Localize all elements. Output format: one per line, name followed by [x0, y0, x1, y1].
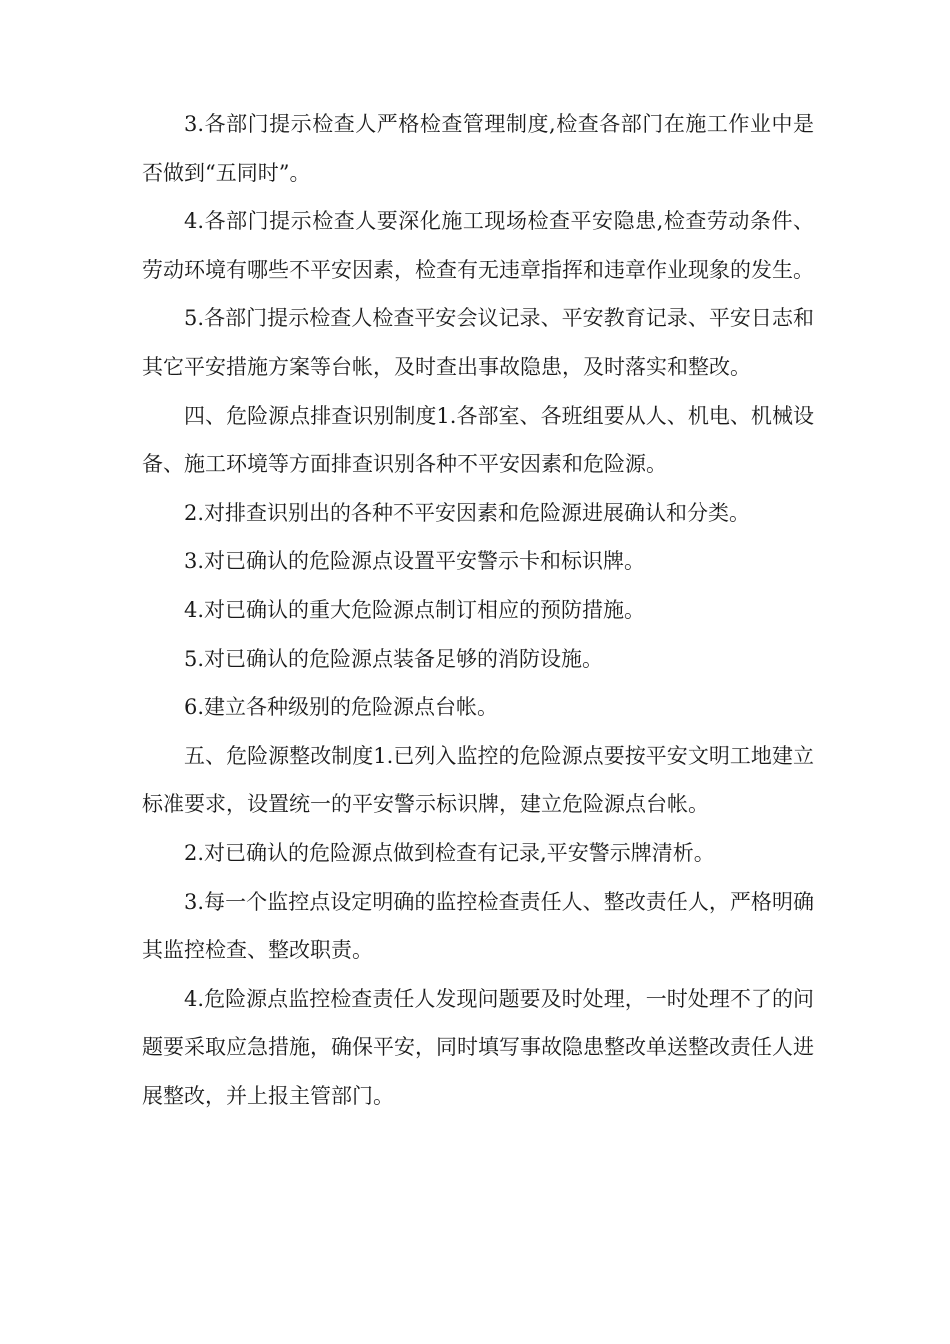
paragraph-6: 3.对已确认的危险源点设置平安警示卡和标识牌。 — [184, 549, 646, 574]
paragraph-11: 2.对已确认的危险源点做到检查有记录,平安警示牌清析。 — [184, 840, 715, 865]
paragraph-5: 2.对排查识别出的各种不平安因素和危险源进展确认和分类。 — [184, 500, 751, 525]
paragraph-1: 3.各部门提示检查人严格检查管理制度,检查各部门在施工作业中是否做到“五同时”。 — [142, 112, 814, 185]
paragraph-2: 4.各部门提示检查人要深化施工现场检查平安隐患,检查劳动条件、劳动环境有哪些不平安因素，检查有无违章指挥和违章作业现象的发生。 — [142, 209, 814, 282]
paragraph-4: 四、危险源点排查识别制度1.各部室、各班组要从人、机电、机械设备、施工环境等方面排查识别各种不平安因素和危险源。 — [142, 403, 814, 477]
paragraph-8: 5.对已确认的危险源点装备足够的消防设施。 — [184, 646, 604, 671]
paragraph-3: 5.各部门提示检查人检查平安会议记录、平安教育记录、平安日志和其它平安措施方案等台帐，及时查出事故隐患，及时落实和整改。 — [142, 306, 814, 379]
paragraph-10: 五、危险源整改制度1.已列入监控的危险源点要按平安文明工地建立标准要求，设置统一的平安警示标识牌，建立危险源点台帐。 — [142, 743, 814, 817]
paragraph-7: 4.对已确认的重大危险源点制订相应的预防措施。 — [184, 597, 646, 622]
paragraph-9: 6.建立各种级别的危险源点台帐。 — [184, 695, 499, 720]
document-body — [142, 100, 814, 1120]
paragraph-13: 4.危险源点监控检查责任人发现问题要及时处理，一时处理不了的问题要采取应急措施，确保平安，同时填写事故隐患整改单送整改责任人进展整改，并上报主管部门。 — [142, 986, 814, 1108]
paragraph-12: 3.每一个监控点设定明确的监控检查责任人、整改责任人，严格明确其监控检查、整改职责。 — [142, 889, 814, 963]
